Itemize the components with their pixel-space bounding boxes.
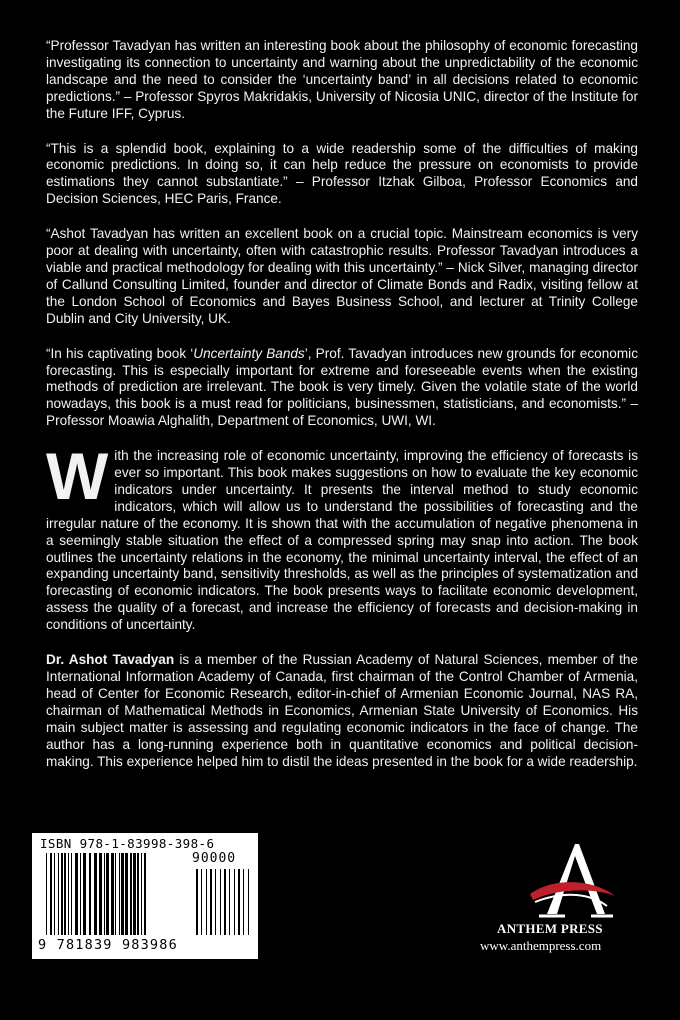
drop-cap: W: [46, 439, 109, 514]
barcode-bar: [46, 853, 47, 935]
endorsement-gilboa: “This is a splendid book, explaining to a wide readership some of the difficulties of making economic predictions. In doing so, it can help reduce the pressure on economists to provide estimations they cannot substantiate.” – Professor Itzhak Gilboa, Professor Economics and Decision Sciences, HEC Paris, France.: [46, 140, 638, 207]
barcode-bar: [121, 853, 124, 935]
barcode-bar: [111, 853, 114, 935]
barcode-bar: [50, 853, 52, 935]
barcode-bar: [58, 853, 59, 935]
endorsement-makridakis: “Professor Tavadyan has written an interesting book about the philosophy of economic forecasting investigating its connection to uncertainty and warning about the unpredictability of the economic landscape and the need to consider the ‘uncertainty band’ in all decisions related to economic predictions.” – Professor Spyros Makridakis, University of Nicosia UNIC, director of the Institute for the Future IFF, Cyprus.: [46, 38, 638, 121]
isbn-label: ISBN 978-1-83998-398-6: [40, 836, 215, 851]
addon-bar: [196, 869, 198, 935]
barcode-bar: [71, 853, 72, 935]
barcode-bar: [106, 853, 109, 935]
ean-digits: 9 781839 983986: [38, 937, 178, 953]
barcode-bar: [75, 853, 78, 935]
book-title: Uncertainty Bands: [193, 345, 305, 361]
quote-lead: “In his captivating book ‘: [46, 345, 194, 361]
barcode-bar: [54, 853, 55, 935]
addon-bar: [229, 869, 230, 935]
barcode-bar: [68, 853, 69, 935]
addon-bar: [238, 869, 240, 935]
barcode-bar: [133, 853, 136, 935]
author-name: Dr. Ashot Tavadyan: [46, 652, 175, 668]
quote-rest: ’, Prof. Tavadyan introduces new grounds for economic forecasting. This is especially important for extreme and foreseeable events when the existing methods of prediction are irrelevant. The book is very timely. Given the volatile state of the world nowadays, this book is a must read for politicians, businessmen, statisticians, and economists.” – Professor Moawia Alghalith, Department of Economics, UWI, WI.: [46, 345, 638, 429]
barcode-bar: [119, 853, 120, 935]
barcode-bar: [99, 853, 102, 935]
barcode-bar: [137, 853, 139, 935]
back-cover-text: [46, 38, 638, 770]
price-code: 90000: [192, 851, 237, 866]
publisher-name: ANTHEM PRESS: [497, 921, 603, 936]
bio-text: is a member of the Russian Academy of Natural Sciences, member of the International Information Academy of Canada, first chairman of the Control Chamber of Armenia, head of Center for Economic Research, editor-in-chief of Armenian Economic Journal, NAS RA, chairman of Mathematical Methods in Economics, Armenian State University of Economics. His main subject matter is assessing and regulating economic indicators in the face of change. The author has a long-running experience both in quantitative economics and political decision-making. This experience helped him to distil the ideas presented in the book for a wide readership.: [46, 652, 638, 769]
barcode-bar: [64, 853, 66, 935]
barcode-bar: [130, 853, 132, 935]
barcode-bar: [61, 853, 63, 935]
addon-bar: [224, 869, 226, 935]
barcode-bar: [80, 853, 81, 935]
addon-bar: [248, 869, 249, 935]
addon-bar: [220, 869, 221, 935]
isbn-barcode: [32, 833, 258, 959]
addon-bar: [201, 869, 202, 935]
barcode-bar: [115, 853, 116, 935]
barcode-bar: [83, 853, 86, 935]
addon-bar: [234, 869, 235, 935]
description-text: ith the increasing role of economic uncertainty, improving the efficiency of forecasts is ever so important. This book makes suggestions on how to evaluate the key economic indicators under uncertainty. It presents the interval method to study economic indicators, which will allow us to understand the possibilities of forecasting and the irregular nature of the economy. It is shown that with the accumulation of negative phenomena in a seemingly stable situation the effect of a compressed spring may snap into action. The book outlines the uncertainty relations in the economy, the minimal uncertainty interval, the effect of an expanding uncertainty band, sensitivity thresholds, as well as the principles of systematization and forecasting of economic indicators. The book presents ways to facilitate economic development, assess the quality of a forecast, and increase the efficiency of forecasts and decision-making in conditions of uncertainty.: [46, 448, 638, 633]
addon-bar: [206, 869, 207, 935]
addon-bar: [215, 869, 216, 935]
author-bio: [46, 652, 638, 770]
barcode-bar: [89, 853, 91, 935]
barcode-bar: [104, 853, 105, 935]
addon-bar: [210, 869, 212, 935]
barcode-bar: [144, 853, 146, 935]
book-description: [46, 439, 638, 634]
addon-bar: [243, 869, 244, 935]
barcode-bar: [94, 853, 97, 935]
publisher-url[interactable]: www.anthempress.com: [480, 938, 602, 953]
endorsement-silver: “Ashot Tavadyan has written an excellent book on a crucial topic. Mainstream economics is very poor at dealing with uncertainty, often with catastrophic results. Professor Tavadyan introduces a viable and practical methodology for dealing with this uncertainty.” – Nick Silver, managing director of Callund Consulting Limited, founder and director of Climate Bonds and Radix, visiting fellow at the London School of Economics and Bayes Business School, and lecturer at Trinity College Dublin and City University, UK.: [46, 226, 638, 326]
barcode-bar: [125, 853, 128, 935]
endorsement-alghalith: [46, 346, 638, 431]
barcode-bar: [141, 853, 142, 935]
